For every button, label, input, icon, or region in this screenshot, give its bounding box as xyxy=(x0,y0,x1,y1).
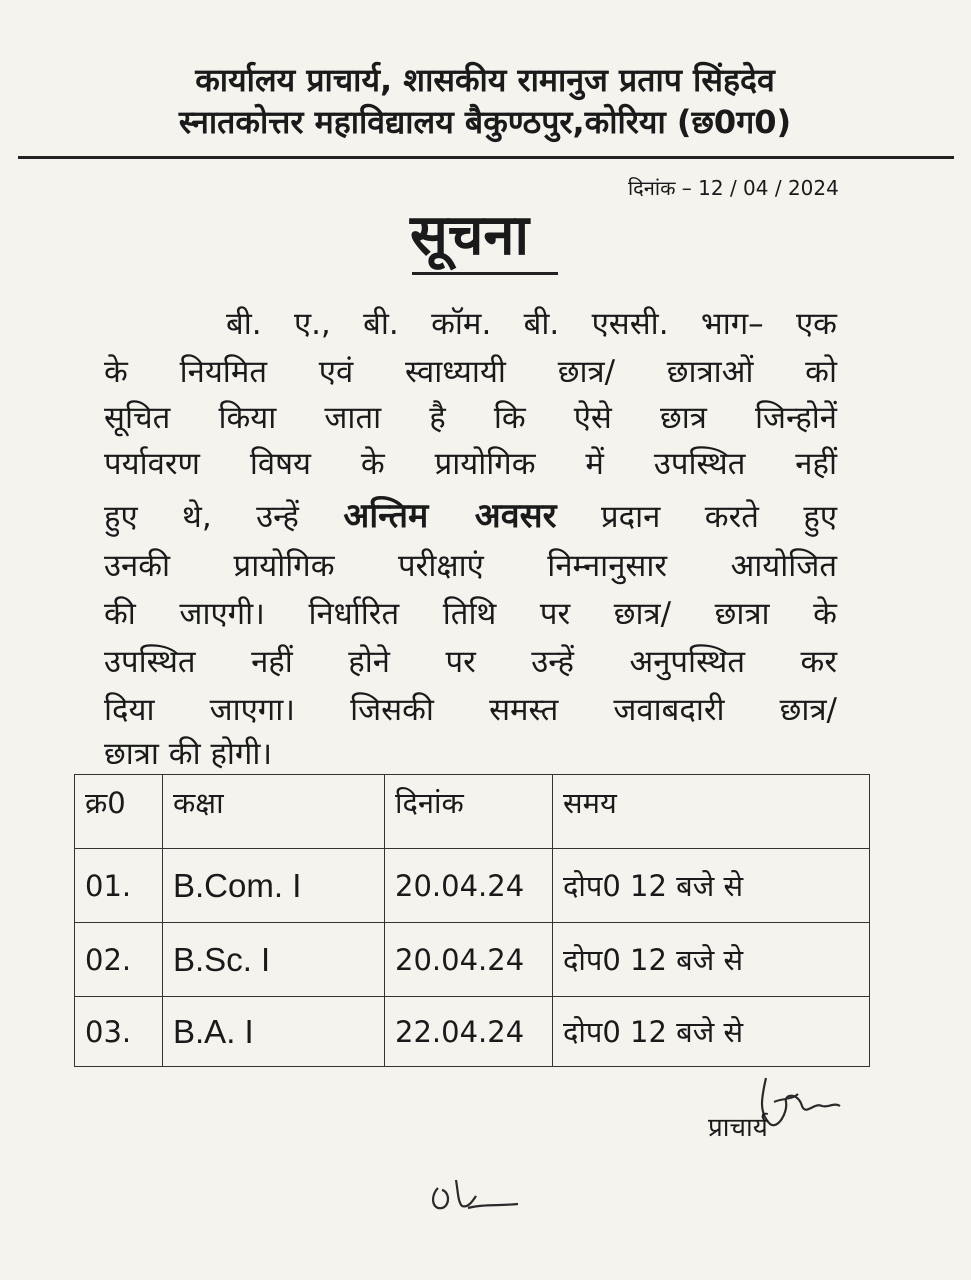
body-line-1: बी. ए., बी. कॉम. बी. एससी. भाग– एक xyxy=(226,306,837,342)
row-date: 22.04.24 xyxy=(385,997,553,1067)
body-line-3: सूचित किया जाता है कि ऐसे छात्र जिन्होनें xyxy=(104,400,837,436)
body-line-6: उनकी प्रायोगिक परीक्षाएं निम्नानुसार आयोजित xyxy=(104,548,837,584)
header-sno: क्र0 xyxy=(75,775,163,849)
emphasis-final-chance: अन्तिम अवसर xyxy=(343,496,557,536)
row-class: B.Sc. I xyxy=(163,923,385,997)
body-line-2: के नियमित एवं स्वाध्यायी छात्र/ छात्राओं को xyxy=(104,354,837,390)
header-date: दिनांक xyxy=(385,775,553,849)
notice-title: सूचना xyxy=(410,203,529,268)
row-time: दोप0 12 बजे से xyxy=(553,997,870,1067)
header-line-2: स्नातकोत्तर महाविद्यालय बैकुण्ठपुर,कोरिया (छ0ग0) xyxy=(178,103,792,141)
table-row xyxy=(75,923,870,997)
initials-scribble xyxy=(428,1172,528,1222)
header-divider xyxy=(18,156,954,159)
header-line-1: कार्यालय प्राचार्य, शासकीय रामानुज प्रताप सिंहदेव xyxy=(195,61,775,99)
body-line-8: उपस्थित नहीं होने पर उन्हें अनुपस्थित कर xyxy=(104,644,837,680)
body-line-9: दिया जाएगा। जिसकी समस्त जवाबदारी छात्र/ xyxy=(104,692,837,728)
table-header-row xyxy=(75,775,870,849)
signature-label: प्राचार्य xyxy=(708,1113,768,1143)
notice-date: दिनांक – 12 / 04 / 2024 xyxy=(628,176,839,200)
body-line-4: पर्यावरण विषय के प्रायोगिक में उपस्थित नहीं xyxy=(104,446,837,482)
header-class: कक्षा xyxy=(163,775,385,849)
header-time: समय xyxy=(553,775,870,849)
row-date: 20.04.24 xyxy=(385,923,553,997)
row-time: दोप0 12 बजे से xyxy=(553,923,870,997)
row-sno: 02. xyxy=(75,923,163,997)
schedule-table xyxy=(74,774,870,1067)
table-row xyxy=(75,849,870,923)
row-class: B.A. I xyxy=(163,997,385,1067)
row-sno: 01. xyxy=(75,849,163,923)
body-line-7: की जाएगी। निर्धारित तिथि पर छात्र/ छात्रा के xyxy=(104,596,837,632)
body-line-10: छात्रा की होगी। xyxy=(104,736,273,772)
title-underline xyxy=(412,272,558,275)
row-class: B.Com. I xyxy=(163,849,385,923)
body-line-5-post: प्रदान करते हुए xyxy=(600,499,837,535)
row-sno: 03. xyxy=(75,997,163,1067)
row-time: दोप0 12 बजे से xyxy=(553,849,870,923)
table-row xyxy=(75,997,870,1067)
row-date: 20.04.24 xyxy=(385,849,553,923)
body-line-5-pre: हुए थे, उन्हें xyxy=(104,499,299,535)
body-line-5 xyxy=(104,496,837,537)
